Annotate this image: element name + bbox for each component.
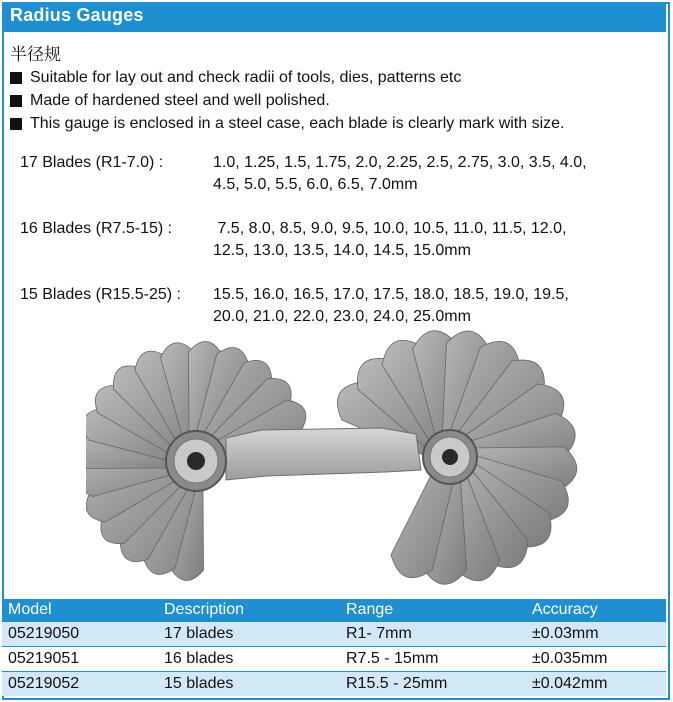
square-bullet-icon [10,118,22,130]
table-header-row [2,599,666,622]
blade-set-16 [20,218,660,262]
blade-set-label: 17 Blades (R1-7.0) : [20,154,164,171]
left-knurled-nut [166,431,226,491]
cell-model: 05219051 [2,647,158,672]
blade-set-values [213,152,643,196]
blade-sets [20,152,660,350]
page-title: Radius Gauges [10,5,144,25]
column-header-description: Description [158,599,340,622]
cell-accuracy: ±0.03mm [526,622,666,647]
cell-description: 16 blades [158,647,340,672]
column-header-range: Range [340,599,526,622]
spec-table [2,599,666,696]
cell-range: R15.5 - 25mm [340,672,526,697]
cell-accuracy: ±0.042mm [526,672,666,697]
right-knurled-nut [423,430,477,484]
cell-description: 17 blades [158,622,340,647]
cell-range: R1- 7mm [340,622,526,647]
feature-item [8,66,668,89]
feature-item [8,112,668,135]
radius-gauge-photo [86,330,586,600]
feature-list [8,66,668,135]
cell-description: 15 blades [158,672,340,697]
title-bar [2,2,666,32]
feature-text: This gauge is enclosed in a steel case, each blade is clearly mark with size. [30,114,565,132]
blade-values-line: 12.5, 13.0, 13.5, 14.0, 14.5, 15.0mm [213,242,471,259]
steel-case [226,428,421,480]
blade-values-line: 15.5, 16.0, 16.5, 17.0, 17.5, 18.0, 18.5, 19.0, 19.5, [213,286,569,303]
square-bullet-icon [10,95,22,107]
blade-set-label: 15 Blades (R15.5-25) : [20,286,181,303]
cell-range: R7.5 - 15mm [340,647,526,672]
blade-set-values [213,284,643,328]
column-header-accuracy: Accuracy [526,599,666,622]
blade-set-label: 16 Blades (R7.5-15) : [20,220,173,237]
square-bullet-icon [10,72,22,84]
cell-model: 05219052 [2,672,158,697]
blade-set-values [213,218,643,262]
cell-accuracy: ±0.035mm [526,647,666,672]
blade-values-line: 4.5, 5.0, 5.5, 6.0, 6.5, 7.0mm [213,176,418,193]
column-header-model: Model [2,599,158,622]
table-row [2,647,666,672]
blade-set-15 [20,284,660,328]
feature-text: Made of hardened steel and well polished. [30,91,330,109]
feature-text: Suitable for lay out and check radii of tools, dies, patterns etc [30,68,462,86]
blade-values-line: 7.5, 8.0, 8.5, 9.0, 9.5, 10.0, 10.5, 11.0, 11.5, 12.0, [213,220,567,237]
blade-set-17 [20,152,660,196]
table-row [2,622,666,647]
blade-values-line: 20.0, 21.0, 22.0, 23.0, 24.0, 25.0mm [213,308,471,325]
cell-model: 05219050 [2,622,158,647]
table-row [2,672,666,697]
blade-values-line: 1.0, 1.25, 1.5, 1.75, 2.0, 2.25, 2.5, 2.75, 3.0, 3.5, 4.0, [213,154,587,171]
chinese-subtitle: 半径规 [10,45,61,65]
feature-item [8,89,668,112]
